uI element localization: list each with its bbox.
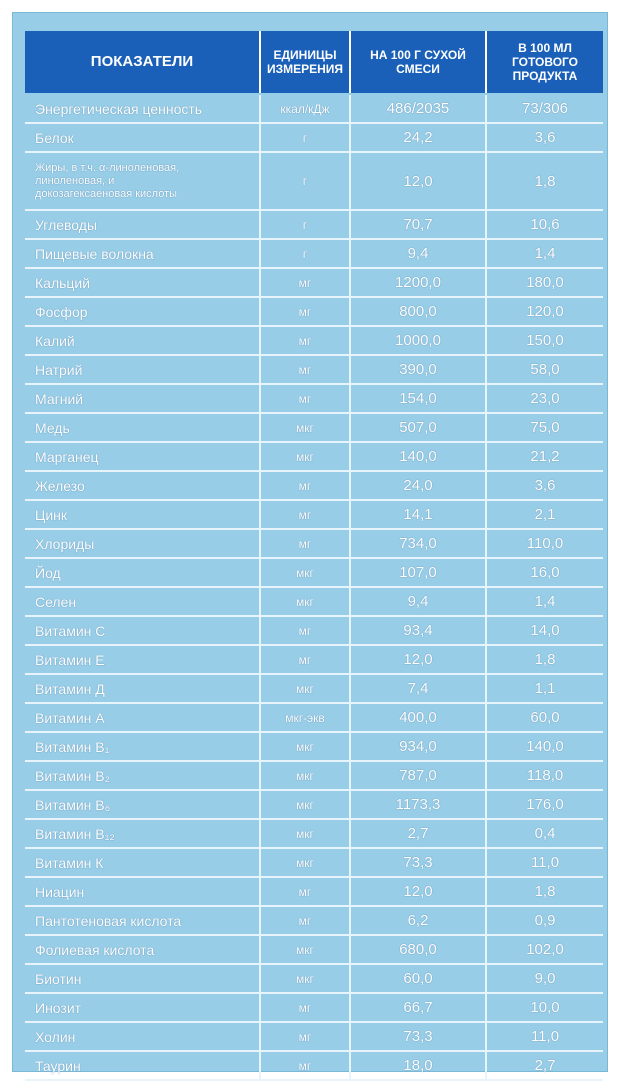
table-row [25,704,603,733]
nutrition-table-body [25,95,603,1081]
row-unit: мг [261,472,351,499]
row-unit: мг [261,501,351,528]
table-row [25,1052,603,1081]
row-name: Фолиевая кислота [25,936,261,963]
row-value-ready: 2,7 [534,1057,556,1074]
row-unit: мкг-экв [261,704,351,731]
table-header [25,31,603,93]
row-value-dry: 73,3 [351,1023,487,1050]
table-row [25,501,603,530]
row-value-ready: 150,0 [526,332,564,349]
row-unit: мг [261,269,351,296]
row-value-dry: 7,4 [351,675,487,702]
row-name: Ниацин [25,878,261,905]
row-value-ready: 73/306 [522,100,568,117]
table-row [25,936,603,965]
row-name: Натрий [25,356,261,383]
row-name: Витамин B₁ [25,733,261,760]
table-row [25,791,603,820]
row-name: Кальций [25,269,261,296]
row-name: Жиры, в т.ч. α-линоленовая, линоленовая, и докозагексаеновая кислоты [25,153,261,209]
row-unit: мкг [261,965,351,992]
row-value-ready: 1,1 [534,680,556,697]
row-value-dry: 12,0 [351,153,487,209]
row-unit: мг [261,907,351,934]
row-value-dry: 14,1 [351,501,487,528]
table-row [25,646,603,675]
table-row [25,849,603,878]
row-unit: г [261,211,351,238]
row-value-dry: 787,0 [351,762,487,789]
row-name: Пищевые волокна [25,240,261,267]
table-row [25,269,603,298]
table-row [25,617,603,646]
row-value-dry: 1173,3 [351,791,487,818]
row-value-dry: 680,0 [351,936,487,963]
row-name: Витамин С [25,617,261,644]
row-value-dry: 507,0 [351,414,487,441]
header-per-100ml-ready: В 100 МЛ ГОТОВОГО ПРОДУКТА [511,41,579,83]
row-value-dry: 12,0 [351,878,487,905]
row-unit: г [261,124,351,151]
row-value-dry: 107,0 [351,559,487,586]
row-value-ready: 0,4 [534,825,556,842]
row-unit: мкг [261,675,351,702]
row-unit: мг [261,356,351,383]
row-value-dry: 12,0 [351,646,487,673]
row-value-dry: 93,4 [351,617,487,644]
row-value-dry: 2,7 [351,820,487,847]
row-value-ready: 75,0 [530,419,560,436]
row-value-ready: 180,0 [526,274,564,291]
row-name: Холин [25,1023,261,1050]
row-unit: мг [261,530,351,557]
row-value-dry: 18,0 [351,1052,487,1079]
row-value-dry: 486/2035 [351,95,487,122]
row-value-dry: 9,4 [351,240,487,267]
row-name: Калий [25,327,261,354]
row-value-ready: 176,0 [526,796,564,813]
table-row [25,559,603,588]
row-value-ready: 1,4 [534,593,556,610]
row-unit: мг [261,878,351,905]
table-row [25,530,603,559]
table-row [25,965,603,994]
row-unit: мкг [261,820,351,847]
row-unit: мкг [261,559,351,586]
row-value-ready: 9,0 [534,970,556,987]
row-value-ready: 16,0 [530,564,560,581]
row-name: Белок [25,124,261,151]
row-value-dry: 140,0 [351,443,487,470]
row-unit: мкг [261,588,351,615]
row-unit: мкг [261,762,351,789]
table-row [25,472,603,501]
row-value-ready: 60,0 [530,709,560,726]
row-value-ready: 3,6 [534,477,556,494]
row-value-dry: 1000,0 [351,327,487,354]
row-unit: мг [261,994,351,1021]
row-unit: мг [261,617,351,644]
row-name: Витамин А [25,704,261,731]
row-name: Йод [25,559,261,586]
row-value-ready: 14,0 [530,622,560,639]
table-row [25,907,603,936]
row-unit: мг [261,1023,351,1050]
header-units: ЕДИНИЦЫ ИЗМЕРЕНИЯ [261,31,351,93]
table-row [25,588,603,617]
row-unit: мкг [261,443,351,470]
row-unit: мкг [261,936,351,963]
row-unit: г [261,153,351,209]
row-value-ready: 0,9 [534,912,556,929]
table-row [25,385,603,414]
table-row [25,733,603,762]
row-value-ready: 102,0 [526,941,564,958]
row-value-ready: 1,8 [534,883,556,900]
row-name: Цинк [25,501,261,528]
row-value-ready: 3,6 [534,129,556,146]
row-unit: ккал/кДж [261,95,351,122]
row-value-ready: 2,1 [534,506,556,523]
row-value-dry: 73,3 [351,849,487,876]
row-unit: мг [261,646,351,673]
row-name: Энергетическая ценность [25,95,261,122]
row-name: Медь [25,414,261,441]
row-name: Таурин [25,1052,261,1079]
row-unit: мкг [261,849,351,876]
row-value-ready: 110,0 [526,535,564,552]
row-name: Углеводы [25,211,261,238]
table-row [25,153,603,211]
row-name: Витамин B₆ [25,791,261,818]
nutrition-panel [12,12,608,1072]
table-row [25,95,603,124]
table-row [25,240,603,269]
table-row [25,675,603,704]
table-row [25,762,603,791]
row-value-dry: 24,0 [351,472,487,499]
row-value-ready: 11,0 [530,1028,560,1045]
table-row [25,1023,603,1052]
row-value-dry: 66,7 [351,994,487,1021]
row-unit: мг [261,385,351,412]
row-value-ready: 1,4 [534,245,556,262]
header-indicators: ПОКАЗАТЕЛИ [25,31,261,93]
row-value-ready: 23,0 [530,390,560,407]
row-value-ready: 1,8 [534,651,556,668]
row-value-dry: 154,0 [351,385,487,412]
row-name: Витамин B₁₂ [25,820,261,847]
table-row [25,443,603,472]
row-value-ready: 58,0 [530,361,560,378]
row-value-dry: 934,0 [351,733,487,760]
header-per-100g-dry: НА 100 Г СУХОЙ СМЕСИ [351,31,487,93]
row-name: Инозит [25,994,261,1021]
row-name: Железо [25,472,261,499]
row-value-dry: 6,2 [351,907,487,934]
row-name: Витамин Е [25,646,261,673]
row-name: Селен [25,588,261,615]
row-value-dry: 24,2 [351,124,487,151]
row-value-ready: 120,0 [526,303,564,320]
row-name: Биотин [25,965,261,992]
table-row [25,211,603,240]
row-name: Пантотеновая кислота [25,907,261,934]
table-row [25,124,603,153]
row-unit: мг [261,1052,351,1079]
table-row [25,820,603,849]
row-value-dry: 400,0 [351,704,487,731]
row-value-dry: 70,7 [351,211,487,238]
row-value-ready: 21,2 [530,448,560,465]
table-row [25,878,603,907]
table-row [25,994,603,1023]
row-value-dry: 734,0 [351,530,487,557]
row-name: Марганец [25,443,261,470]
row-unit: мг [261,327,351,354]
row-name: Магний [25,385,261,412]
row-name: Витамин B₂ [25,762,261,789]
row-name: Витамин Д [25,675,261,702]
table-row [25,298,603,327]
row-value-ready: 140,0 [526,738,564,755]
table-row [25,356,603,385]
row-name: Витамин К [25,849,261,876]
row-value-ready: 1,8 [534,172,556,190]
row-unit: мкг [261,791,351,818]
row-unit: мкг [261,733,351,760]
row-value-ready: 118,0 [526,767,564,784]
row-unit: мг [261,298,351,325]
row-value-ready: 11,0 [530,854,560,871]
row-value-dry: 60,0 [351,965,487,992]
row-value-dry: 390,0 [351,356,487,383]
row-value-dry: 9,4 [351,588,487,615]
row-name: Хлориды [25,530,261,557]
row-value-ready: 10,6 [530,216,560,233]
table-row [25,414,603,443]
row-name: Фосфор [25,298,261,325]
row-unit: мкг [261,414,351,441]
table-row [25,327,603,356]
row-unit: г [261,240,351,267]
row-value-dry: 1200,0 [351,269,487,296]
row-value-ready: 10,0 [530,999,560,1016]
row-value-dry: 800,0 [351,298,487,325]
